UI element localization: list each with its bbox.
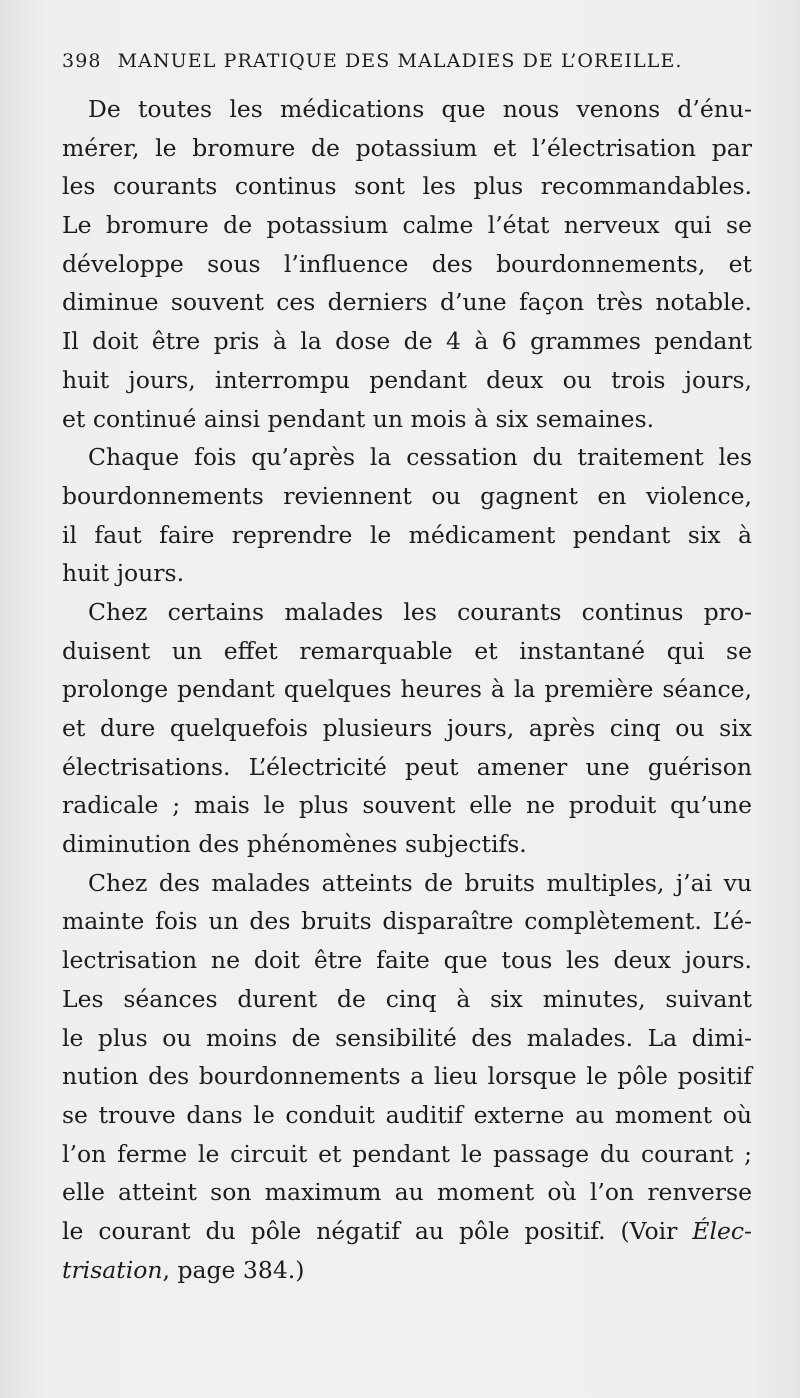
italic-reference: Élec-: [692, 1216, 752, 1245]
text-line: Les séances durent de cinq à six minutes, suivant: [62, 984, 752, 1013]
text-line: Il doit être pris à la dose de 4 à 6 grammes pendant: [62, 327, 752, 356]
text-line: électrisations. L’électricité peut amener une guérison: [62, 752, 752, 781]
text-line: et dure quelquefois plusieurs jours, après cinq ou six: [62, 714, 752, 742]
text-line: et continué ainsi pendant un mois à six semaines.: [62, 404, 655, 433]
text-line: se trouve dans le conduit auditif externe au moment où: [62, 1100, 752, 1129]
text-line: [62, 1212, 752, 1251]
text-segment: , page 384.): [162, 1255, 305, 1284]
italic-reference: trisation: [62, 1255, 163, 1284]
text-line: elle atteint son maximum au moment où l’on renverse: [62, 1178, 752, 1207]
text-line: lectrisation ne doit être faite que tous les deux jours.: [62, 946, 752, 975]
text-line: mérer, le bromure de potassium et l’électrisation par: [62, 133, 752, 162]
text-line: De toutes les médications que nous venons d’énu-: [88, 95, 752, 123]
text-line: huit jours.: [62, 559, 185, 588]
text-line: développe sous l’influence des bourdonnements, et: [62, 249, 752, 278]
text-line: il faut faire reprendre le médicament pendant six à: [62, 520, 752, 549]
text-line: Chez certains malades les courants continus pro-: [88, 597, 752, 626]
text-line: Chez des malades atteints de bruits multiples, j’ai vu: [88, 868, 752, 897]
text-line: le plus ou moins de sensibilité des malades. La dimi-: [62, 1023, 752, 1052]
running-title: MANUEL PRATIQUE DES MALADIES DE L’OREILLE.: [117, 50, 683, 72]
text-line: diminue souvent ces derniers d’une façon très notable.: [62, 288, 752, 317]
running-head: [62, 50, 742, 80]
text-line: Chaque fois qu’après la cessation du traitement les: [88, 443, 752, 472]
text-line: les courants continus sont les plus recommandables.: [62, 172, 752, 201]
text-segment: le courant du pôle négatif au pôle positif. (Voir: [62, 1216, 678, 1245]
text-line: nution des bourdonnements a lieu lorsque le pôle positif: [62, 1062, 752, 1091]
page-number: 398: [62, 50, 102, 72]
text-line: mainte fois un des bruits disparaître complètement. L’é-: [62, 907, 752, 936]
text-line: Le bromure de potassium calme l’état nerveux qui se: [62, 211, 752, 240]
text-line: radicale ; mais le plus souvent elle ne produit qu’une: [62, 791, 752, 820]
text-line: diminution des phénomènes subjectifs.: [62, 830, 527, 859]
text-line: prolonge pendant quelques heures à la première séance,: [62, 675, 752, 704]
text-line: [62, 1251, 752, 1290]
text-line: l’on ferme le circuit et pendant le passage du courant ;: [62, 1139, 752, 1168]
body-text: [62, 90, 752, 1289]
text-line: bourdonnements reviennent ou gagnent en violence,: [62, 481, 752, 510]
text-line: duisent un effet remarquable et instantané qui se: [62, 636, 752, 665]
text-line: huit jours, interrompu pendant deux ou trois jours,: [62, 365, 752, 394]
